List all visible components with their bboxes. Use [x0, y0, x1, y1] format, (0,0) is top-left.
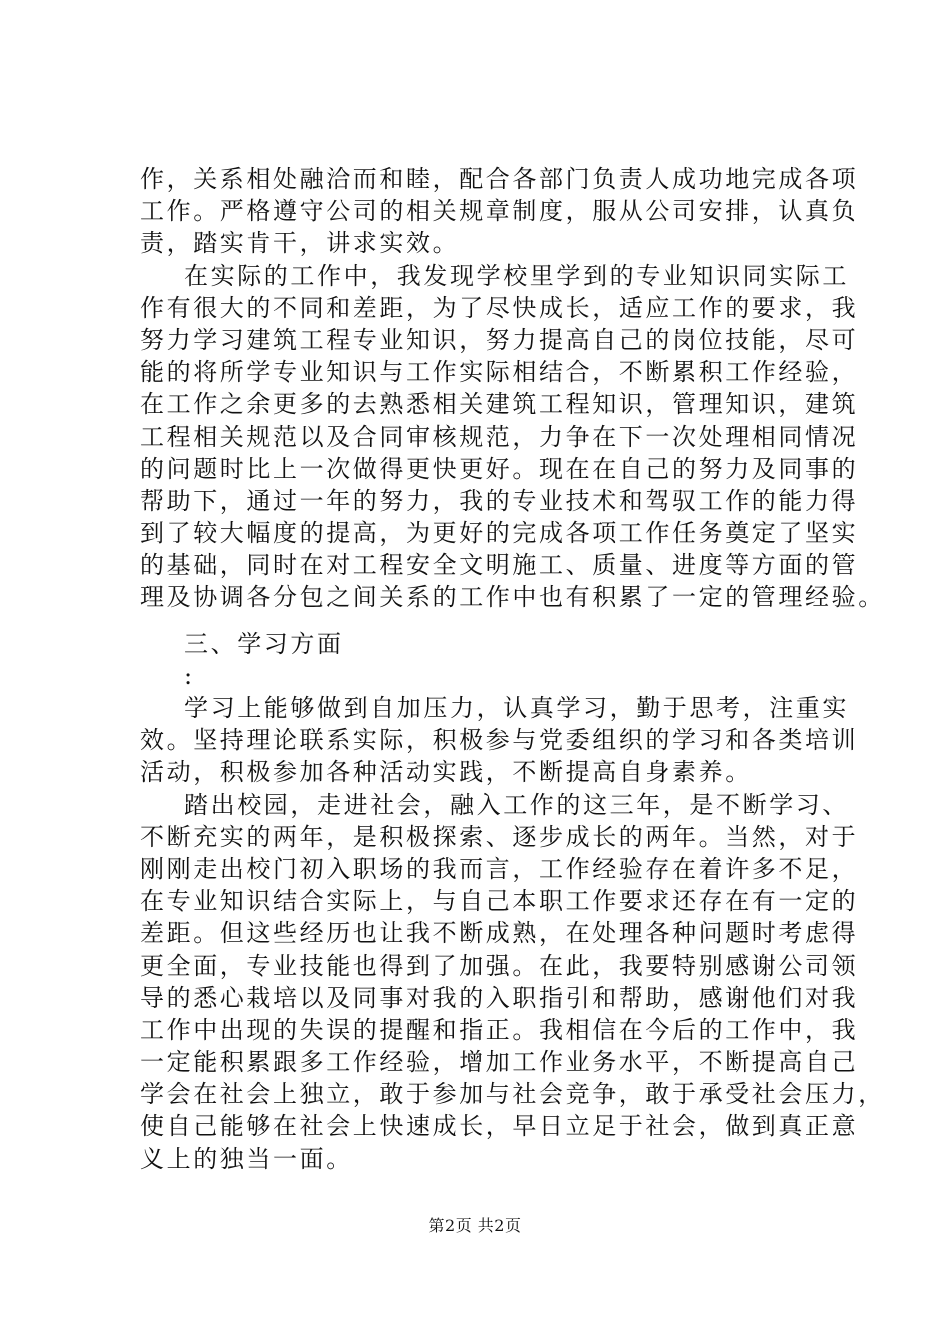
text-line: 学会在社会上独立，敢于参加与社会竞争，敢于承受社会压力，	[140, 1080, 885, 1109]
text-line: 工作中出现的失误的提醒和指正。我相信在今后的工作中，我	[140, 1015, 859, 1044]
text-line: 差距。但这些经历也让我不断成熟，在处理各种问题时考虑得	[140, 919, 859, 948]
text-line: 更全面，专业技能也得到了加强。在此，我要特别感谢公司领	[140, 951, 859, 980]
text-line: 帮助下，通过一年的努力，我的专业技术和驾驭工作的能力得	[140, 486, 859, 515]
section-heading-colon: :	[184, 661, 195, 690]
text-line: 在专业知识结合实际上，与自己本职工作要求还存在有一定的	[140, 887, 859, 916]
document-body	[140, 163, 885, 1175]
section-heading: 三、学习方面	[184, 629, 344, 658]
text-line: 工作。严格遵守公司的相关规章制度，服从公司安排，认真负	[140, 197, 859, 226]
text-line: 义上的独当一面。	[140, 1144, 353, 1173]
text-line: 使自己能够在社会上快速成长，早日立足于社会，做到真正意	[140, 1112, 859, 1141]
text-line: 理及协调各分包之间关系的工作中也有积累了一定的管理经验。	[140, 583, 885, 612]
text-line: 踏出校园，走进社会，融入工作的这三年，是不断学习、	[184, 790, 849, 819]
text-line: 作，关系相处融洽而和睦，配合各部门负责人成功地完成各项	[140, 165, 859, 193]
text-line: 刚刚走出校门初入职场的我而言，工作经验存在着许多不足，	[140, 854, 859, 883]
text-line: 的基础，同时在对工程安全文明施工、质量、进度等方面的管	[140, 551, 859, 580]
page-number-footer: 第2页 共2页	[428, 1216, 522, 1235]
text-line: 不断充实的两年，是积极探索、逐步成长的两年。当然，对于	[140, 822, 859, 851]
text-line: 努力学习建筑工程专业知识，努力提高自己的岗位技能，尽可	[140, 325, 859, 354]
text-line: 的问题时比上一次做得更快更好。现在在自己的努力及同事的	[140, 454, 859, 483]
text-line: 在实际的工作中，我发现学校里学到的专业知识同实际工	[184, 261, 849, 290]
text-line: 到了较大幅度的提高，为更好的完成各项工作任务奠定了坚实	[140, 519, 859, 548]
text-line: 能的将所学专业知识与工作实际相结合，不断累积工作经验，	[140, 358, 859, 387]
text-line: 责，踏实肯干，讲求实效。	[140, 229, 460, 258]
text-line: 学习上能够做到自加压力，认真学习，勤于思考，注重实	[184, 694, 849, 722]
text-line: 作有很大的不同和差距，为了尽快成长，适应工作的要求，我	[140, 293, 859, 322]
text-line: 一定能积累跟多工作经验，增加工作业务水平，不断提高自己	[140, 1048, 859, 1077]
text-line: 导的悉心栽培以及同事对我的入职指引和帮助，感谢他们对我	[140, 983, 859, 1012]
text-line: 效。坚持理论联系实际，积极参与党委组织的学习和各类培训	[140, 726, 859, 755]
text-line: 在工作之余更多的去熟悉相关建筑工程知识，管理知识，建筑	[140, 390, 859, 419]
text-line: 工程相关规范以及合同审核规范，力争在下一次处理相同情况	[140, 422, 859, 451]
text-line: 活动，积极参加各种活动实践，不断提高自身素养。	[140, 758, 752, 787]
